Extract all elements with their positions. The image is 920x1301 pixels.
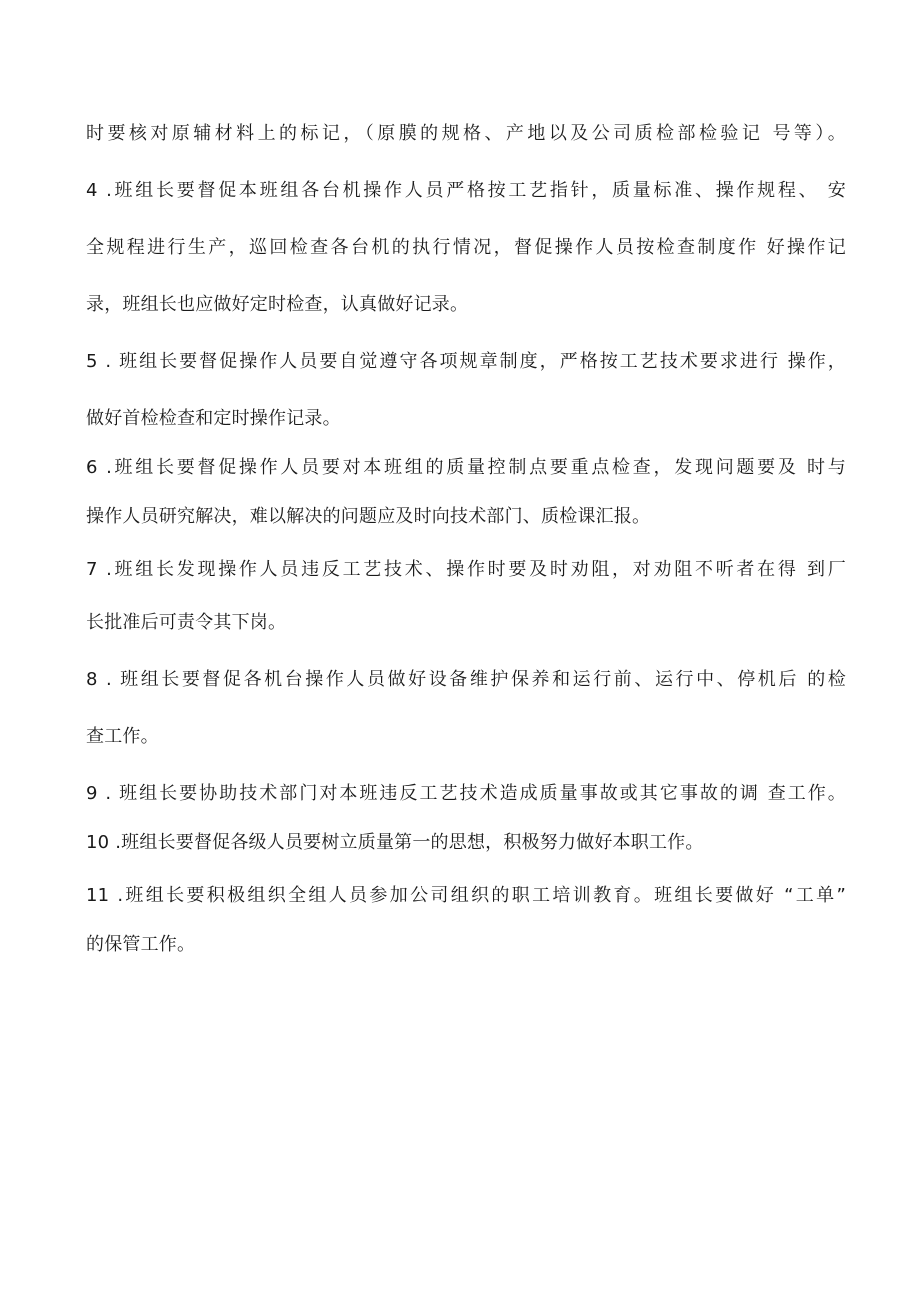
document-body <box>86 121 846 958</box>
text-line: 查工作。 <box>86 726 159 747</box>
text-line: 长批准后可责令其下岗。 <box>86 612 287 633</box>
list-item-6: 6 .班组长要督促操作人员要对本班组的质量控制点要重点检查，发现问题要及 时与 <box>86 457 846 478</box>
text-line: 时要核对原辅材料上的标记，（原膜的规格、产地以及公司质检部检验记 号等）。 <box>86 123 846 144</box>
list-item-9: 9 . 班组长要协助技术部门对本班违反工艺技术造成质量事故或其它事故的调 查工作。 <box>86 783 846 804</box>
text-line: 的保管工作。 <box>86 934 196 955</box>
text-line: 做好首检检查和定时操作记录。 <box>86 408 341 429</box>
list-item-7: 7 .班组长发现操作人员违反工艺技术、操作时要及时劝阻，对劝阻不听者在得 到厂 <box>86 559 846 580</box>
list-item-4: 4 .班组长要督促本班组各台机操作人员严格按工艺指针，质量标准、操作规程、 安 <box>86 180 846 201</box>
list-item-5: 5 . 班组长要督促操作人员要自觉遵守各项规章制度，严格按工艺技术要求进行 操作， <box>86 351 846 372</box>
list-item-11: 11 .班组长要积极组织全组人员参加公司组织的职工培训教育。班组长要做好 “工单” <box>86 885 846 906</box>
list-item-10: 10 .班组长要督促各级人员要树立质量第一的思想，积极努力做好本职工作。 <box>86 832 704 853</box>
text-line: 录，班组长也应做好定时检查，认真做好记录。 <box>86 294 469 315</box>
list-item-8: 8 . 班组长要督促各机台操作人员做好设备维护保养和运行前、运行中、停机后 的检 <box>86 669 846 690</box>
text-line: 操作人员研究解决，难以解决的问题应及时向技术部门、质检课汇报。 <box>86 506 651 527</box>
text-line: 全规程进行生产，巡回检查各台机的执行情况，督促操作人员按检查制度作 好操作记 <box>86 237 846 258</box>
